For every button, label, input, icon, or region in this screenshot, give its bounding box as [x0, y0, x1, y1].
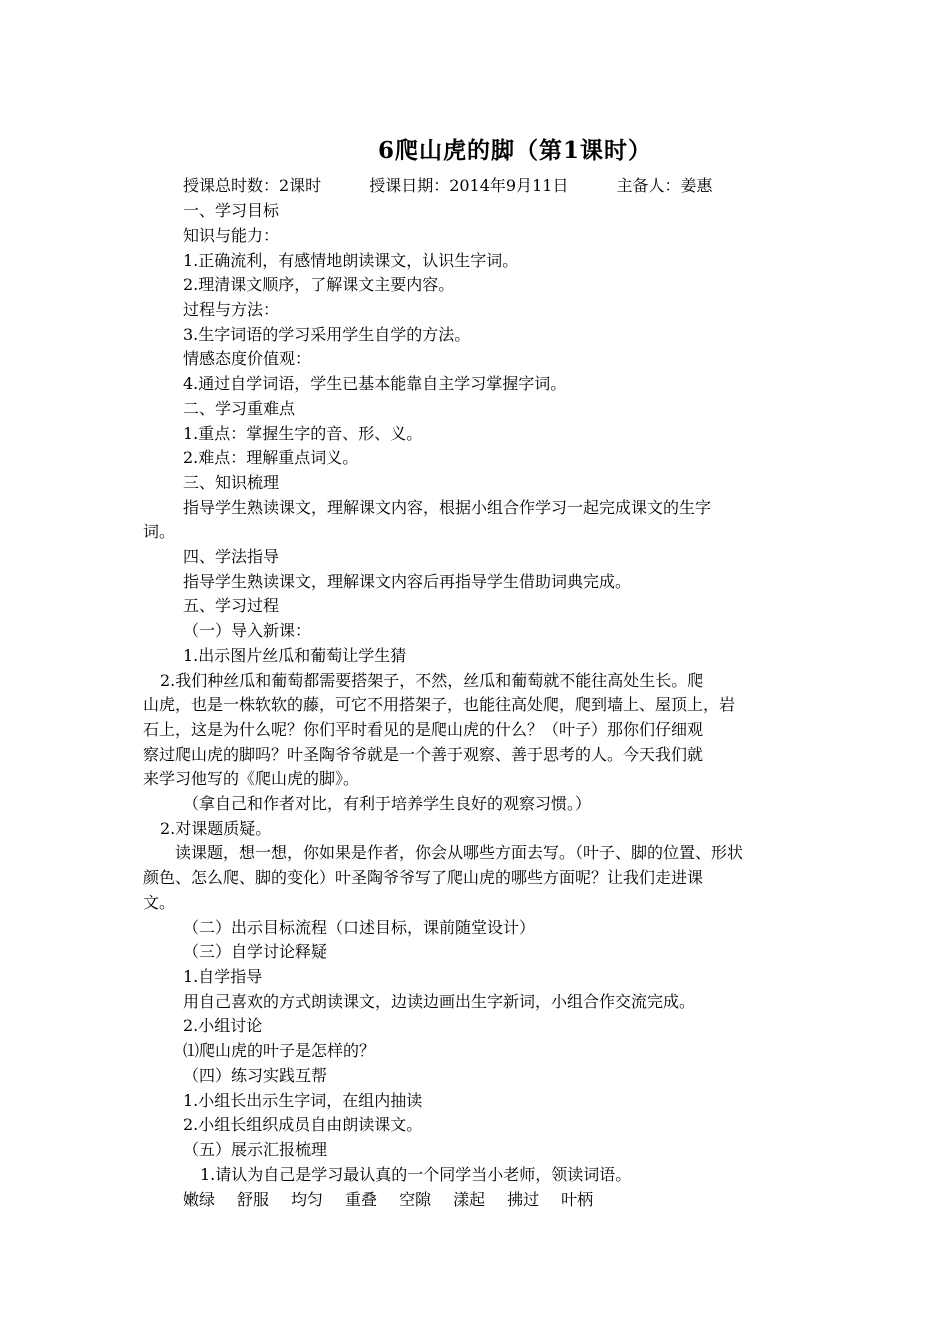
- lesson-author: 主备人：姜惠: [616, 176, 713, 195]
- text-line: 1.重点：掌握生字的音、形、义。: [183, 424, 423, 443]
- text-line: 1.正确流利，有感情地朗读课文，认识生字词。: [183, 251, 519, 270]
- subheading: 情感态度价值观：: [183, 349, 312, 368]
- vocab-word: 漾起: [453, 1190, 486, 1209]
- total-hours: 授课总时数：2课时: [183, 176, 322, 195]
- subheading: （四）练习实践互帮: [183, 1066, 328, 1085]
- section-heading: 五、学习过程: [183, 596, 280, 615]
- vocab-word: 舒服: [237, 1190, 270, 1209]
- text-line: 4.通过自学词语，学生已基本能靠自主学习掌握字词。: [183, 374, 567, 393]
- lesson-date: 授课日期：2014年9月11日: [369, 176, 569, 195]
- text-line: 2.难点：理解重点词义。: [183, 448, 359, 467]
- text-line: 1.出示图片丝瓜和葡萄让学生猜: [183, 646, 407, 665]
- lesson-meta: [183, 174, 712, 199]
- subheading: （二）出示目标流程（口述目标，课前随堂设计）: [183, 918, 536, 937]
- vocab-word: 空隙: [399, 1190, 432, 1209]
- subheading: （一）导入新课：: [183, 621, 312, 640]
- paragraph-line: 指导学生熟读课文，理解课文内容，根据小组合作学习一起完成课文的生字: [183, 498, 712, 517]
- text-line: 1.小组长出示生字词，在组内抽读: [183, 1091, 423, 1110]
- vocab-word: 均匀: [291, 1190, 324, 1209]
- section-heading: 二、学习重难点: [183, 399, 296, 418]
- text-line: 3.生字词语的学习采用学生自学的方法。: [183, 325, 471, 344]
- subheading: 知识与能力：: [183, 226, 280, 245]
- section-heading: 三、知识梳理: [183, 473, 280, 492]
- paragraph-line: 来学习他写的《爬山虎的脚》。: [143, 769, 360, 788]
- paragraph-line: 指导学生熟读课文，理解课文内容后再指导学生借助词典完成。: [183, 572, 632, 591]
- paragraph-line: 读课题，想一想，你如果是作者，你会从哪些方面去写。（叶子、脚的位置、形状: [175, 843, 744, 862]
- text-line: 1.自学指导: [183, 967, 263, 986]
- text-line: ⑴爬山虎的叶子是怎样的？: [183, 1041, 376, 1060]
- paragraph-line: 颜色、怎么爬、脚的变化）叶圣陶爷爷写了爬山虎的哪些方面呢？让我们走进课: [143, 868, 704, 887]
- subheading: 过程与方法：: [183, 300, 280, 319]
- paragraph-line: 文。: [143, 893, 176, 912]
- text-line: 2.对课题质疑。: [160, 819, 272, 838]
- text-line: 1.请认为自己是学习最认真的一个同学当小老师，领读词语。: [200, 1165, 632, 1184]
- text-line: 2.小组长组织成员自由朗读课文。: [183, 1115, 423, 1134]
- text-line: 用自己喜欢的方式朗读课文，边读边画出生字新词，小组合作交流完成。: [183, 992, 696, 1011]
- subheading: （五）展示汇报梳理: [183, 1140, 328, 1159]
- page-title: 6爬山虎的脚（第1课时）: [377, 137, 652, 164]
- paragraph-line: 石上，这是为什么呢？你们平时看见的是爬山虎的什么？（叶子）那你们仔细观: [143, 720, 704, 739]
- text-line: 2.小组讨论: [183, 1016, 263, 1035]
- paragraph-line: 词。: [143, 522, 176, 541]
- section-heading: 四、学法指导: [183, 547, 280, 566]
- paragraph-line: 山虎，也是一株软软的藤，可它不用搭架子，也能往高处爬，爬到墙上、屋顶上，岩: [143, 695, 736, 714]
- paragraph-line: 2.我们种丝瓜和葡萄都需要搭架子，不然，丝瓜和葡萄就不能往高处生长。爬: [160, 671, 704, 690]
- vocabulary-list: [183, 1188, 593, 1213]
- paragraph-line: 察过爬山虎的脚吗？叶圣陶爷爷就是一个善于观察、善于思考的人。今天我们就: [143, 745, 704, 764]
- subheading: （三）自学讨论释疑: [183, 942, 328, 961]
- note-line: （拿自己和作者对比，有利于培养学生良好的观察习惯。）: [183, 794, 592, 813]
- section-heading: 一、学习目标: [183, 201, 280, 220]
- vocab-word: 拂过: [507, 1190, 540, 1209]
- text-line: 2.理清课文顺序，了解课文主要内容。: [183, 275, 455, 294]
- vocab-word: 叶柄: [561, 1190, 594, 1209]
- vocab-word: 嫩绿: [183, 1190, 216, 1209]
- vocab-word: 重叠: [345, 1190, 378, 1209]
